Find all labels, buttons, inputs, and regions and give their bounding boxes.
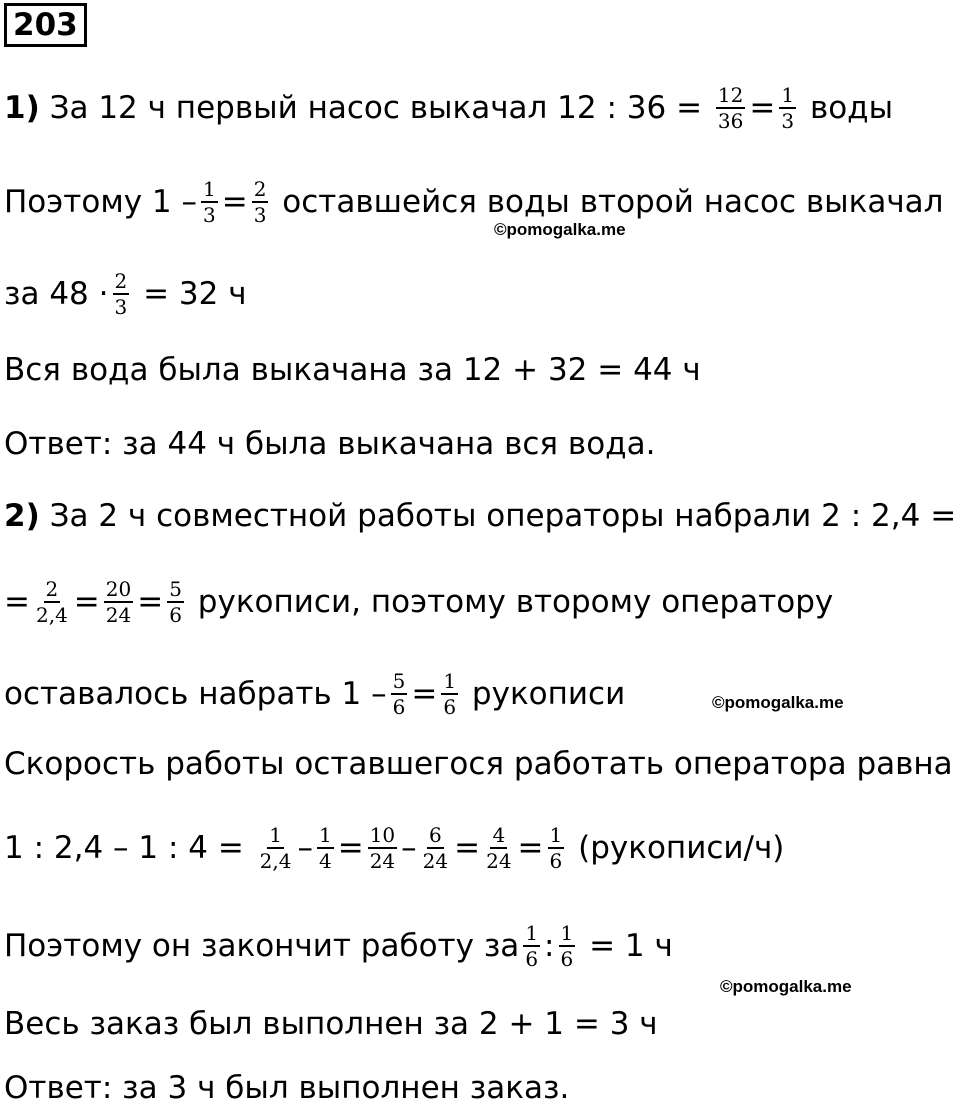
watermark: ©pomogalka.me xyxy=(720,977,852,996)
fraction: $\frac{1}{3}$ xyxy=(202,177,216,227)
p1-label: 1) xyxy=(4,90,40,126)
p1-l2-tail: оставшейся воды второй насос выкачал xyxy=(272,184,944,220)
fraction: $\frac{1}{6}$ xyxy=(443,669,457,719)
equals-sign: = xyxy=(337,830,364,866)
fraction: $\frac{1}{2,4}$ xyxy=(259,823,292,873)
equals-sign: = xyxy=(517,830,544,866)
fraction: $\frac{1}{3}$ xyxy=(781,83,795,133)
p2-line2 xyxy=(4,578,833,626)
equals-sign: = xyxy=(411,676,438,712)
fraction: $\frac{12}{36}$ xyxy=(717,83,744,133)
p2-line3 xyxy=(4,670,625,718)
p1-l3-tail: = 32 ч xyxy=(133,276,247,312)
p1-l3-text: за 48 · xyxy=(4,276,109,312)
p1-answer: Ответ: за 44 ч была выкачана вся вода. xyxy=(4,426,656,462)
fraction: $\frac{2}{3}$ xyxy=(253,177,267,227)
equals-sign: = xyxy=(221,184,248,220)
equals-sign: = xyxy=(454,830,481,866)
p2-line1 xyxy=(4,496,956,536)
p2-l5-text: 1 : 2,4 – 1 : 4 = xyxy=(4,830,254,866)
equals-sign: = xyxy=(4,584,30,620)
fraction: $\frac{20}{24}$ xyxy=(105,577,132,627)
p2-answer: Ответ: за 3 ч был выполнен заказ. xyxy=(4,1070,570,1106)
p2-line6 xyxy=(4,922,673,970)
fraction: $\frac{2}{2,4}$ xyxy=(35,577,68,627)
watermark: ©pomogalka.me xyxy=(494,220,626,239)
p2-l3-tail: рукописи xyxy=(462,676,626,712)
p1-l1-tail: воды xyxy=(800,90,894,126)
p2-l5-tail: (рукописи/ч) xyxy=(568,830,785,866)
equals-sign: = xyxy=(137,584,164,620)
p2-l1-text: За 2 ч совместной работы операторы набрали 2 : 2,4 = xyxy=(39,498,957,534)
colon-sign: : xyxy=(544,928,555,964)
minus-sign: – xyxy=(401,830,417,866)
watermark: ©pomogalka.me xyxy=(712,693,844,712)
fraction: $\frac{1}{6}$ xyxy=(560,921,574,971)
fraction: $\frac{5}{6}$ xyxy=(392,669,406,719)
minus-sign: – xyxy=(297,830,313,866)
p2-label: 2) xyxy=(4,498,40,534)
equals-sign: = xyxy=(73,584,100,620)
p2-l3-text: оставалось набрать 1 – xyxy=(4,676,387,712)
p1-line2 xyxy=(4,178,943,226)
p1-line1 xyxy=(4,84,893,132)
p2-l6-text: Поэтому он закончит работу за xyxy=(4,928,520,964)
p1-line3 xyxy=(4,270,247,318)
fraction: $\frac{6}{24}$ xyxy=(422,823,449,873)
fraction: $\frac{10}{24}$ xyxy=(369,823,396,873)
fraction: $\frac{1}{4}$ xyxy=(318,823,332,873)
p2-l6-tail: = 1 ч xyxy=(579,928,673,964)
fraction: $\frac{1}{6}$ xyxy=(525,921,539,971)
p2-line5 xyxy=(4,824,784,872)
fraction: $\frac{4}{24}$ xyxy=(486,823,512,873)
p1-l2-text: Поэтому 1 – xyxy=(4,184,197,220)
p2-line4: Скорость работы оставшегося работать оператора равна xyxy=(4,746,953,782)
problem-number: 203 xyxy=(4,3,87,47)
fraction: $\frac{1}{6}$ xyxy=(549,823,563,873)
equals-sign: = xyxy=(749,90,776,126)
p1-l1-text: За 12 ч первый насос выкачал 12 : 36 = xyxy=(39,90,712,126)
p1-line4: Вся вода была выкачана за 12 + 32 = 44 ч xyxy=(4,352,701,388)
p2-line7: Весь заказ был выполнен за 2 + 1 = 3 ч xyxy=(4,1006,658,1042)
fraction: $\frac{5}{6}$ xyxy=(169,577,182,627)
p2-l2-tail: рукописи, поэтому второму оператору xyxy=(187,584,834,620)
fraction: $\frac{2}{3}$ xyxy=(114,269,128,319)
